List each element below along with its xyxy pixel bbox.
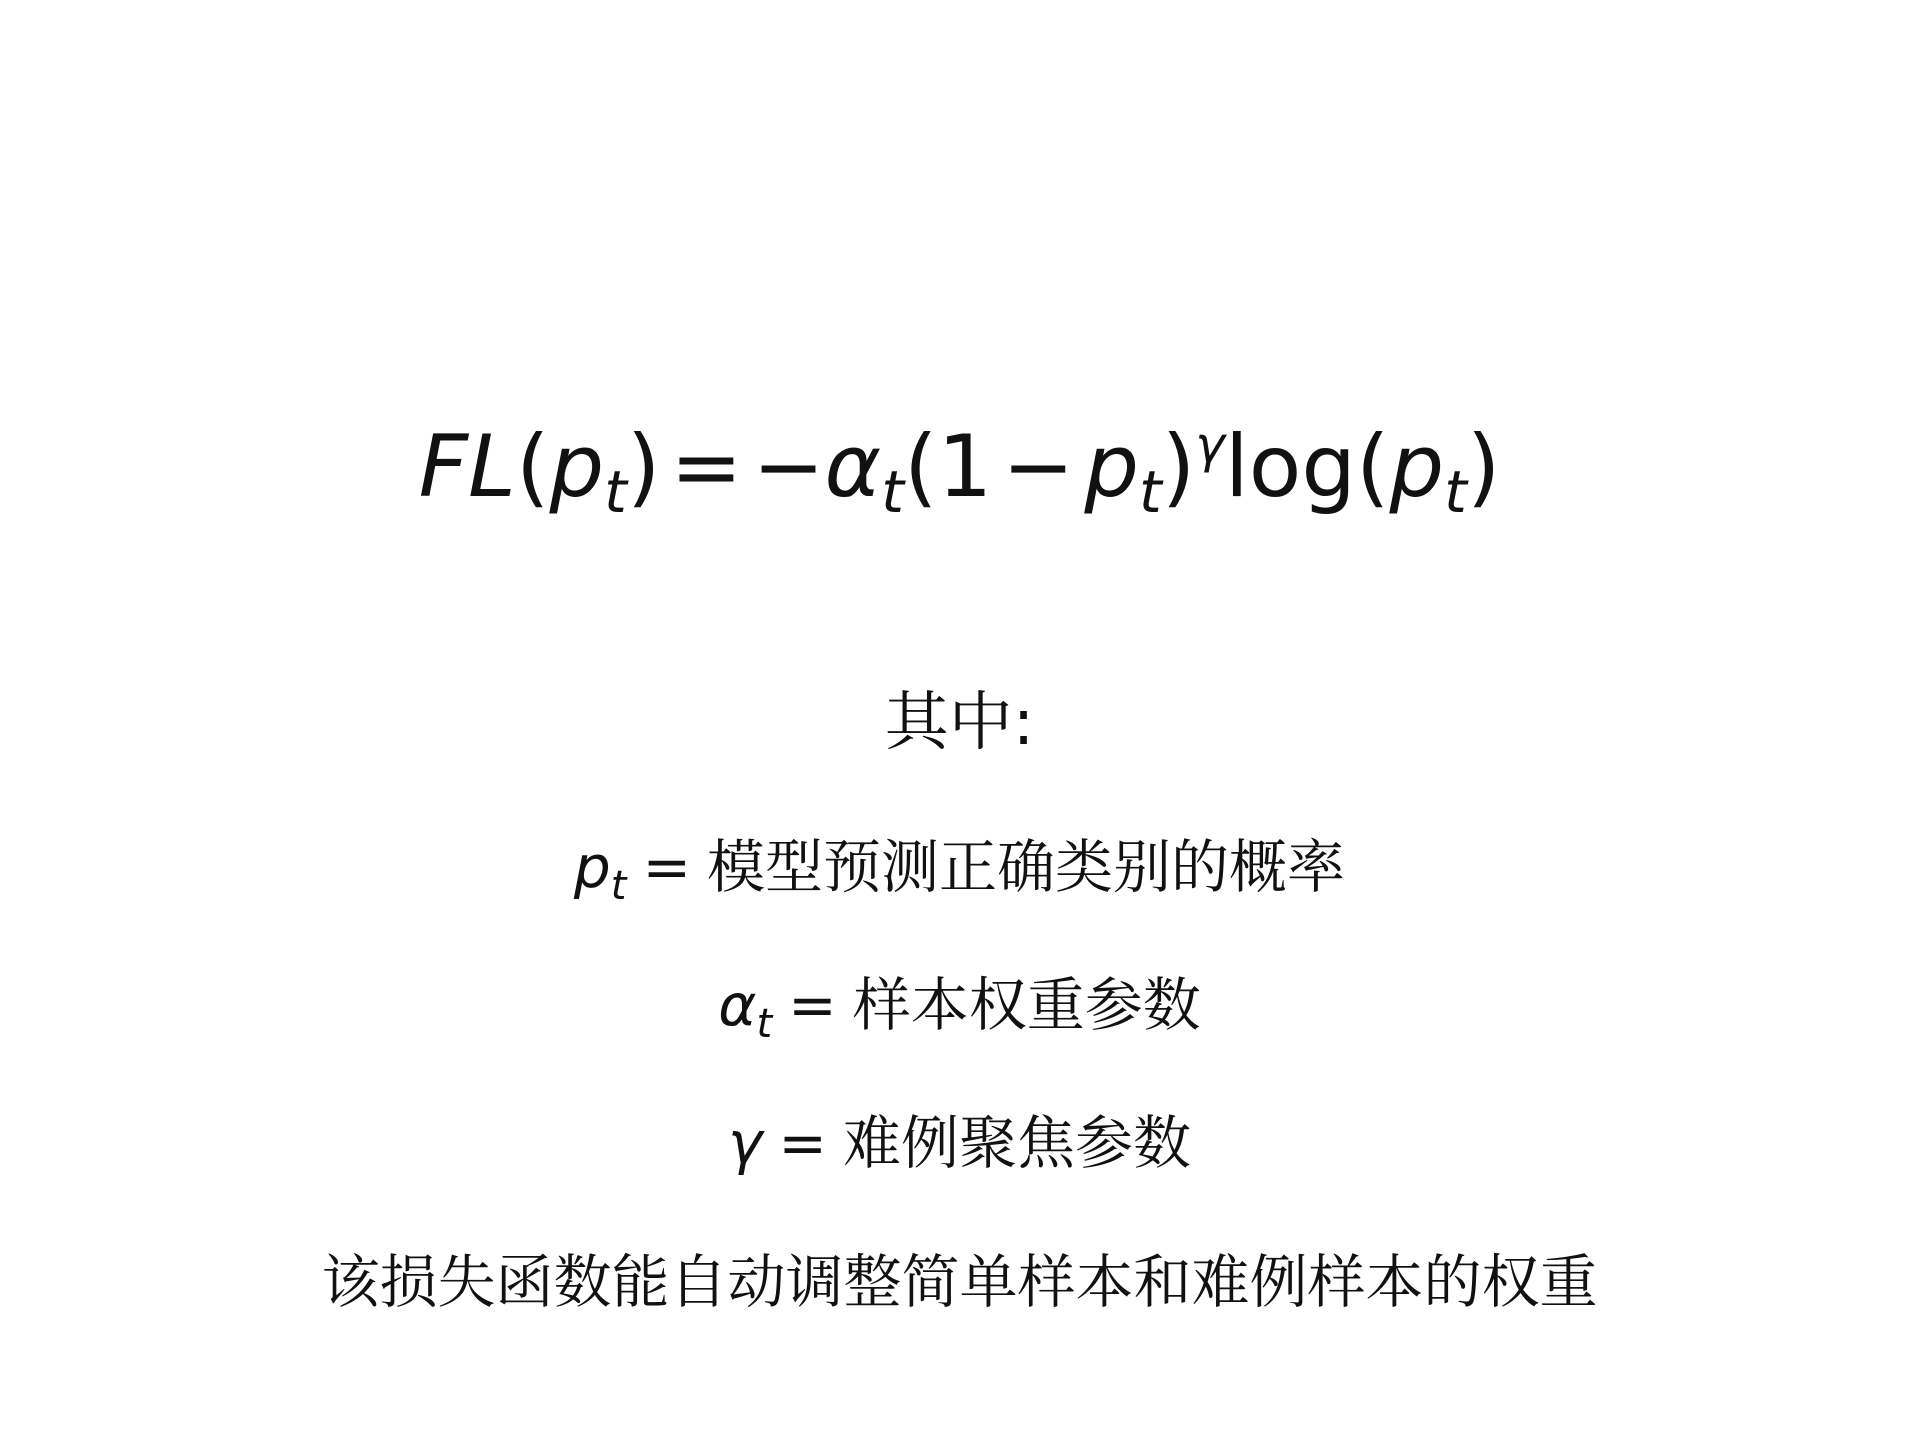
formula-alpha-sub: t [881,458,904,526]
definition-symbol: γ [728,1109,763,1177]
formula-paren: ( [904,417,938,517]
definition-symbol: α [718,971,757,1039]
formula-p: p [1084,417,1139,517]
formula-lhs-var: p [549,417,605,517]
definition-sub: t [756,1001,773,1047]
definition-equals: = [778,1109,827,1177]
formula-alpha: α [824,417,882,517]
definition-equals: = [788,971,837,1039]
formula-p-log: p [1389,417,1445,517]
formula-gamma: γ [1195,416,1225,474]
formula-minus: − [752,417,825,517]
formula-one: 1 [937,417,993,517]
formula-paren: ) [1161,417,1196,517]
formula-paren: ( [515,417,550,517]
definition-text: 难例聚焦参数 [842,1109,1191,1177]
definition-text: 样本权重参数 [852,971,1201,1039]
formula-equals: = [670,417,743,517]
definition-sub: t [610,863,627,909]
definition-gamma [0,1108,1919,1178]
formula-p-log-sub: t [1444,458,1467,526]
definition-text: 模型预测正确类别的概率 [707,833,1346,901]
formula-paren: ) [626,417,661,517]
formula-lhs-sub: t [604,458,627,526]
definition-alpha [0,970,1919,1059]
definition-pt [0,832,1919,921]
focal-loss-formula [0,395,1919,542]
formula-paren: ) [1466,417,1501,517]
definition-equals: = [642,833,692,901]
where-label: 其中: [884,686,1035,760]
formula-log: log [1224,417,1356,517]
formula-func: FL [418,417,516,517]
formula-paren: ( [1355,417,1390,517]
formula-minus2: − [1002,417,1075,517]
note-text: 该损失函数能自动调整简单样本和难例样本的权重 [321,1248,1598,1316]
formula-p-sub: t [1138,458,1162,526]
definition-symbol: p [573,833,611,901]
